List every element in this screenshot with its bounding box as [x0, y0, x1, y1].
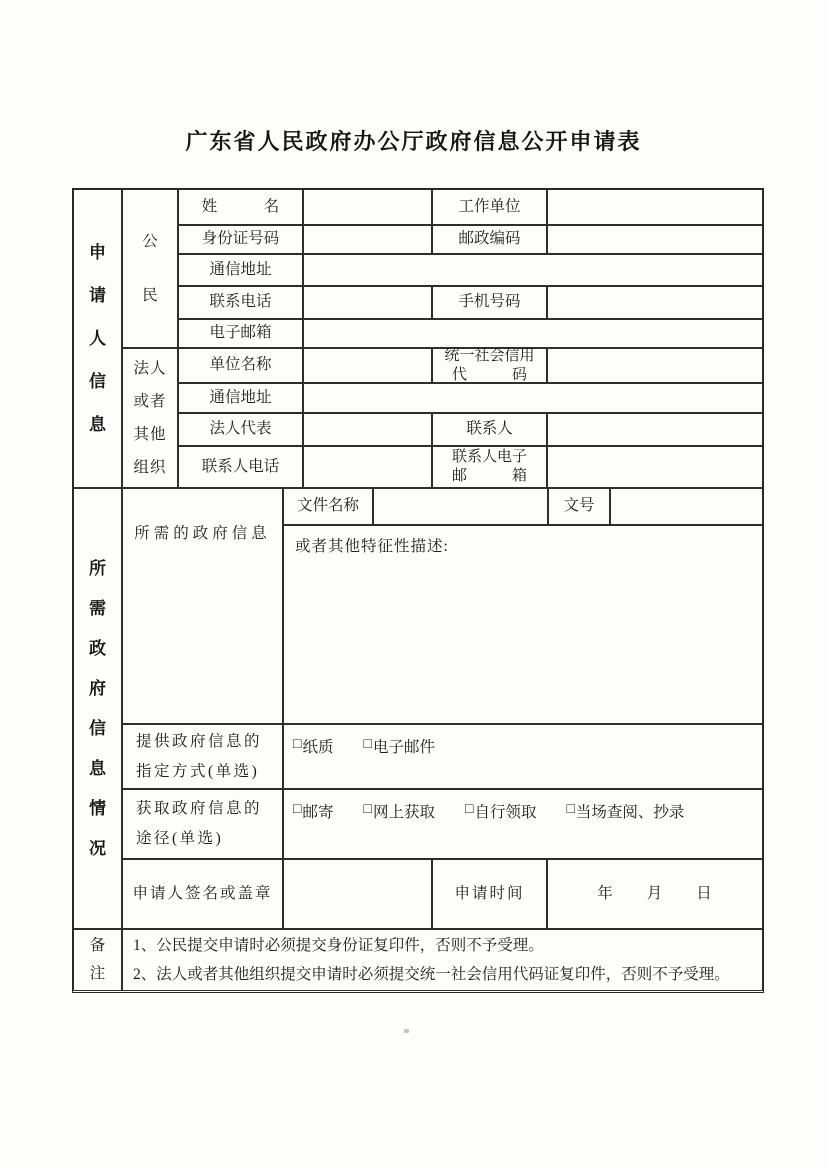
signature-label-text: 申请人签名或盖章: [132, 884, 273, 902]
email-input-cell[interactable]: [303, 319, 763, 348]
requested-info-label: [122, 488, 283, 724]
contact-person-label: [432, 413, 547, 446]
citizen-group-header: [122, 189, 178, 348]
application-date-placeholder: 年 月 日: [597, 884, 713, 902]
contact-phone-label: [178, 446, 303, 488]
contact-phone-input-cell[interactable]: [303, 446, 432, 488]
checkbox-icon[interactable]: □: [363, 802, 372, 817]
remarks-header: [73, 929, 122, 991]
contact-person-input-cell[interactable]: [547, 413, 763, 446]
mobile-label-text: 手机号码: [458, 293, 521, 311]
citizen-address-input-cell[interactable]: [303, 254, 763, 286]
delivery-option-email[interactable]: [363, 735, 434, 757]
doc-number-label-text: 文号: [563, 497, 595, 515]
contact-person-label-text: 联系人: [466, 420, 513, 438]
postal-code-label-text: 邮政编码: [458, 230, 521, 248]
org-name-input-cell[interactable]: [303, 348, 432, 383]
description-label-text: 或者其他特征性描述:: [295, 538, 449, 555]
delivery-option-paper[interactable]: [293, 735, 333, 757]
org-address-input-cell[interactable]: [303, 383, 763, 413]
form-title: 广东省人民政府办公厅政府信息公开申请表: [185, 129, 642, 154]
delivery-method-label-text: 提供政府信息的指定方式(单选): [136, 732, 263, 780]
channel-option-pickup-label: 自行领取: [474, 804, 537, 821]
delivery-option-email-label: 电子邮件: [372, 739, 435, 756]
legal-rep-label-text: 法人代表: [209, 420, 272, 438]
application-time-label-text: 申请时间: [454, 884, 525, 902]
contact-email-label-line1: 联系人电子: [451, 449, 527, 465]
work-unit-label-text: 工作单位: [458, 197, 521, 215]
name-label: [178, 189, 303, 225]
email-label: [178, 319, 303, 348]
obtain-channel-label: [122, 789, 283, 859]
checkbox-icon[interactable]: □: [566, 802, 575, 817]
credit-code-label-line1: 统一社会信用: [444, 347, 535, 364]
contact-phone-label-text: 联系人电话: [201, 457, 280, 475]
citizen-address-label: [178, 254, 303, 286]
channel-option-mail-label: 邮寄: [302, 804, 334, 821]
checkbox-icon[interactable]: □: [464, 802, 474, 817]
email-label-text: 电子邮箱: [209, 324, 272, 342]
legal-rep-input-cell[interactable]: [303, 413, 432, 446]
contact-email-input-cell[interactable]: [547, 446, 763, 488]
id-number-input-cell[interactable]: [303, 225, 432, 254]
channel-option-online[interactable]: [363, 800, 434, 822]
mobile-label: [432, 286, 547, 319]
doc-number-input-cell[interactable]: [610, 488, 763, 525]
requested-info-section-header: [73, 488, 122, 929]
credit-code-label-line2: 代 码: [451, 366, 527, 383]
citizen-address-label-text: 通信地址: [209, 260, 272, 278]
org-address-label-text: 通信地址: [209, 388, 272, 406]
obtain-channel-label-text: 获取政府信息的途径(单选): [136, 800, 263, 847]
credit-code-label: [432, 348, 547, 383]
phone-label-text: 联系电话: [209, 293, 272, 311]
phone-input-cell[interactable]: [303, 286, 432, 319]
channel-option-onsite-label: 当场查阅、抄录: [575, 804, 685, 821]
organization-group-header: [122, 348, 178, 488]
remarks-note-1: 1、公民提交申请时必须提交身份证复印件，否则不予受理。: [133, 937, 544, 954]
channel-option-onsite[interactable]: [566, 800, 684, 822]
id-number-label-text: 身份证号码: [201, 230, 280, 248]
mobile-input-cell[interactable]: [547, 286, 763, 319]
application-time-label: [432, 859, 547, 929]
checkbox-icon[interactable]: □: [293, 802, 302, 817]
application-form-table: [72, 188, 764, 993]
channel-option-mail[interactable]: [293, 800, 333, 822]
legal-rep-label: [178, 413, 303, 446]
checkbox-icon[interactable]: □: [293, 737, 302, 752]
delivery-method-options: [283, 724, 763, 789]
file-name-input-cell[interactable]: [373, 488, 548, 525]
checkbox-icon[interactable]: □: [363, 737, 372, 752]
applicant-info-section-label: 申请人信息: [89, 243, 106, 434]
obtain-channel-options: [283, 789, 763, 859]
description-input-cell[interactable]: [283, 525, 763, 724]
signature-input-cell[interactable]: [283, 859, 432, 929]
work-unit-label: [432, 189, 547, 225]
org-address-label: [178, 383, 303, 413]
delivery-option-paper-label: 纸质: [302, 739, 334, 756]
doc-number-label: [548, 488, 610, 525]
applicant-info-section-header: [73, 189, 122, 488]
phone-label: [178, 286, 303, 319]
requested-info-section-label: 所需政府信息情况: [89, 558, 106, 858]
remarks-note-2: 2、法人或者其他组织提交申请时必须提交统一社会信用代码证复印件，否则不予受理。: [133, 966, 730, 983]
remarks-label: 备注: [89, 937, 106, 982]
remarks-content: [122, 929, 763, 991]
file-name-label: [283, 488, 373, 525]
citizen-group-label: 公民: [142, 232, 158, 304]
id-number-label: [178, 225, 303, 254]
signature-label: [122, 859, 283, 929]
delivery-method-label: [122, 724, 283, 789]
requested-info-label-text: 所需的政府信息: [134, 525, 271, 542]
work-unit-input-cell[interactable]: [547, 189, 763, 225]
credit-code-input-cell[interactable]: [547, 348, 763, 383]
organization-group-label: 法人或者其他组织: [133, 360, 167, 476]
channel-option-pickup[interactable]: [465, 800, 536, 822]
name-input-cell[interactable]: [303, 189, 432, 225]
postal-code-input-cell[interactable]: [547, 225, 763, 254]
application-date-cell[interactable]: [547, 859, 763, 929]
contact-email-label: [432, 446, 547, 488]
channel-option-online-label: 网上获取: [372, 804, 435, 821]
name-label-text: 姓 名: [201, 197, 280, 215]
scan-artifact: [404, 1029, 409, 1033]
file-name-label-text: 文件名称: [296, 497, 359, 515]
postal-code-label: [432, 225, 547, 254]
contact-email-label-line2: 邮 箱: [451, 468, 527, 484]
org-name-label-text: 单位名称: [209, 356, 272, 374]
org-name-label: [178, 348, 303, 383]
